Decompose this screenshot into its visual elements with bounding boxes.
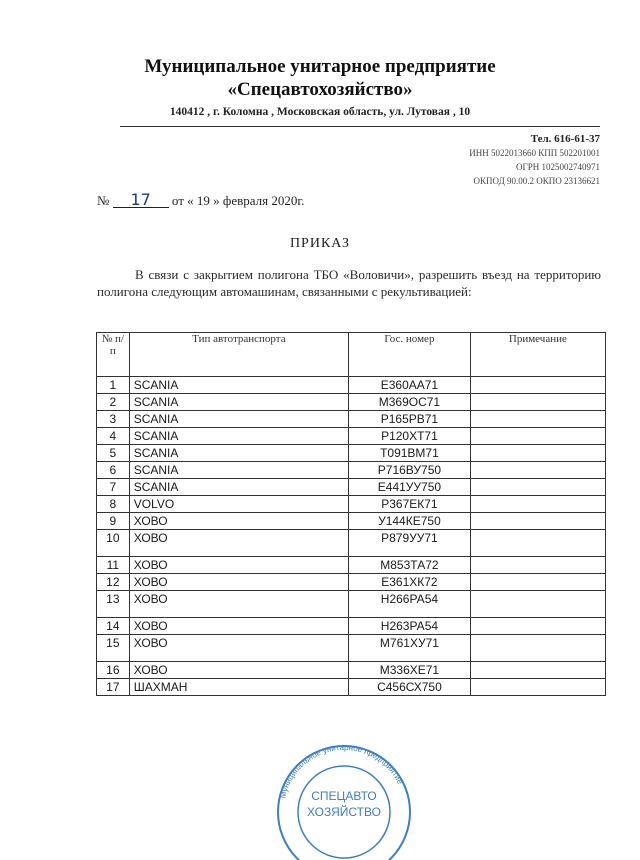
- cell-note: [470, 445, 605, 462]
- order-text: В связи с закрытием полигона ТБО «Воловичи», разрешить въезд на территорию полигона следующим автомашинам, связанными с рекультивацией:: [97, 267, 601, 299]
- cell-type: VOLVO: [129, 496, 348, 513]
- cell-num: 13: [97, 591, 130, 618]
- cell-num: 10: [97, 530, 130, 557]
- cell-note: [470, 591, 605, 618]
- cell-note: [470, 513, 605, 530]
- cell-reg: Р120ХТ71: [349, 428, 471, 445]
- cell-type: ХОВО: [129, 530, 348, 557]
- cell-type: ХОВО: [129, 618, 348, 635]
- cell-note: [470, 635, 605, 662]
- cell-num: 11: [97, 557, 130, 574]
- cell-type: SCANIA: [129, 394, 348, 411]
- cell-reg: Е441УУ750: [349, 479, 471, 496]
- inn-kpp: ИНН 5022013660 КПП 502201001: [469, 148, 600, 158]
- document-title: ПРИКАЗ: [289, 236, 351, 251]
- stamp-text-bottom: ХОЗЯЙСТВО: [307, 805, 381, 819]
- cell-reg: Н266РА54: [349, 591, 471, 618]
- cell-num: 4: [97, 428, 130, 445]
- cell-type: ХОВО: [129, 557, 348, 574]
- order-number-line: [97, 190, 305, 209]
- header-num: № п/п: [97, 333, 130, 377]
- cell-type: SCANIA: [129, 377, 348, 394]
- cell-note: [470, 462, 605, 479]
- cell-reg: Е360АА71: [349, 377, 471, 394]
- table-row: [97, 679, 606, 696]
- cell-type: SCANIA: [129, 411, 348, 428]
- cell-reg: М369ОС71: [349, 394, 471, 411]
- cell-note: [470, 377, 605, 394]
- cell-reg: С456СХ750: [349, 679, 471, 696]
- table-row: [97, 394, 606, 411]
- cell-num: 15: [97, 635, 130, 662]
- cell-num: 2: [97, 394, 130, 411]
- organization-name: Муниципальное унитарное предприятие: [144, 56, 496, 77]
- cell-reg: Е361ХК72: [349, 574, 471, 591]
- stat-codes: ОКПОД 90.00.2 ОКПО 23136621: [473, 176, 600, 186]
- cell-reg: Р879УУ71: [349, 530, 471, 557]
- cell-reg: Т091ВМ71: [349, 445, 471, 462]
- header-reg: Гос. номер: [349, 333, 471, 377]
- table-row: [97, 479, 606, 496]
- cell-type: SCANIA: [129, 428, 348, 445]
- cell-type: SCANIA: [129, 462, 348, 479]
- cell-type: ХОВО: [129, 591, 348, 618]
- table-row: [97, 411, 606, 428]
- cell-reg: М336ХЕ71: [349, 662, 471, 679]
- table-row: [97, 618, 606, 635]
- cell-reg: Р165РВ71: [349, 411, 471, 428]
- cell-type: ШАХМАН: [129, 679, 348, 696]
- cell-type: SCANIA: [129, 445, 348, 462]
- cell-type: ХОВО: [129, 635, 348, 662]
- table-row: [97, 530, 606, 557]
- cell-reg: М761ХУ71: [349, 635, 471, 662]
- cell-type: ХОВО: [129, 574, 348, 591]
- cell-reg: Р367ЕК71: [349, 496, 471, 513]
- cell-reg: У144КЕ750: [349, 513, 471, 530]
- cell-reg: Р716ВУ750: [349, 462, 471, 479]
- table-row: [97, 574, 606, 591]
- table-row: [97, 496, 606, 513]
- table-header-row: [97, 333, 606, 377]
- stamp-text-top: СПЕЦАВТО: [311, 789, 377, 803]
- organization-stamp: [264, 740, 424, 860]
- cell-num: 5: [97, 445, 130, 462]
- cell-num: 6: [97, 462, 130, 479]
- header-type: Тип автотранспорта: [129, 333, 348, 377]
- cell-note: [470, 557, 605, 574]
- cell-reg: М853ТА72: [349, 557, 471, 574]
- cell-type: SCANIA: [129, 479, 348, 496]
- cell-num: 16: [97, 662, 130, 679]
- table-row: [97, 662, 606, 679]
- cell-note: [470, 479, 605, 496]
- cell-num: 12: [97, 574, 130, 591]
- cell-type: ХОВО: [129, 662, 348, 679]
- table-row: [97, 557, 606, 574]
- cell-note: [470, 394, 605, 411]
- cell-num: 7: [97, 479, 130, 496]
- cell-note: [470, 618, 605, 635]
- cell-type: ХОВО: [129, 513, 348, 530]
- cell-num: 17: [97, 679, 130, 696]
- cell-note: [470, 496, 605, 513]
- table-row: [97, 635, 606, 662]
- cell-num: 14: [97, 618, 130, 635]
- order-date: от « 19 » февраля 2020г.: [171, 193, 305, 208]
- stamp-ring-text: Муниципальное унитарное предприятие: [278, 742, 405, 800]
- cell-note: [470, 679, 605, 696]
- phone-number: Тел. 616-61-37: [530, 133, 600, 145]
- organization-address: 140412 , г. Коломна , Московская область, ул. Лутовая , 10: [169, 106, 471, 118]
- table-row: [97, 445, 606, 462]
- order-number: 17: [113, 193, 169, 208]
- cell-note: [470, 428, 605, 445]
- table-row: [97, 462, 606, 479]
- table-row: [97, 377, 606, 394]
- table-row: [97, 428, 606, 445]
- cell-num: 3: [97, 411, 130, 428]
- organization-short-name: «Спецавтохозяйство»: [227, 79, 413, 100]
- cell-note: [470, 574, 605, 591]
- requisites-block: [469, 132, 600, 188]
- vehicles-table: [96, 332, 606, 696]
- cell-num: 1: [97, 377, 130, 394]
- table-row: [97, 513, 606, 530]
- cell-note: [470, 662, 605, 679]
- cell-reg: Н263РА54: [349, 618, 471, 635]
- header-divider: [120, 126, 600, 127]
- header-note: Примечание: [470, 333, 605, 377]
- number-sign: №: [97, 193, 110, 208]
- ogrn: ОГРН 1025002740971: [516, 162, 600, 172]
- cell-num: 8: [97, 496, 130, 513]
- cell-note: [470, 411, 605, 428]
- cell-num: 9: [97, 513, 130, 530]
- table-row: [97, 591, 606, 618]
- cell-note: [470, 530, 605, 557]
